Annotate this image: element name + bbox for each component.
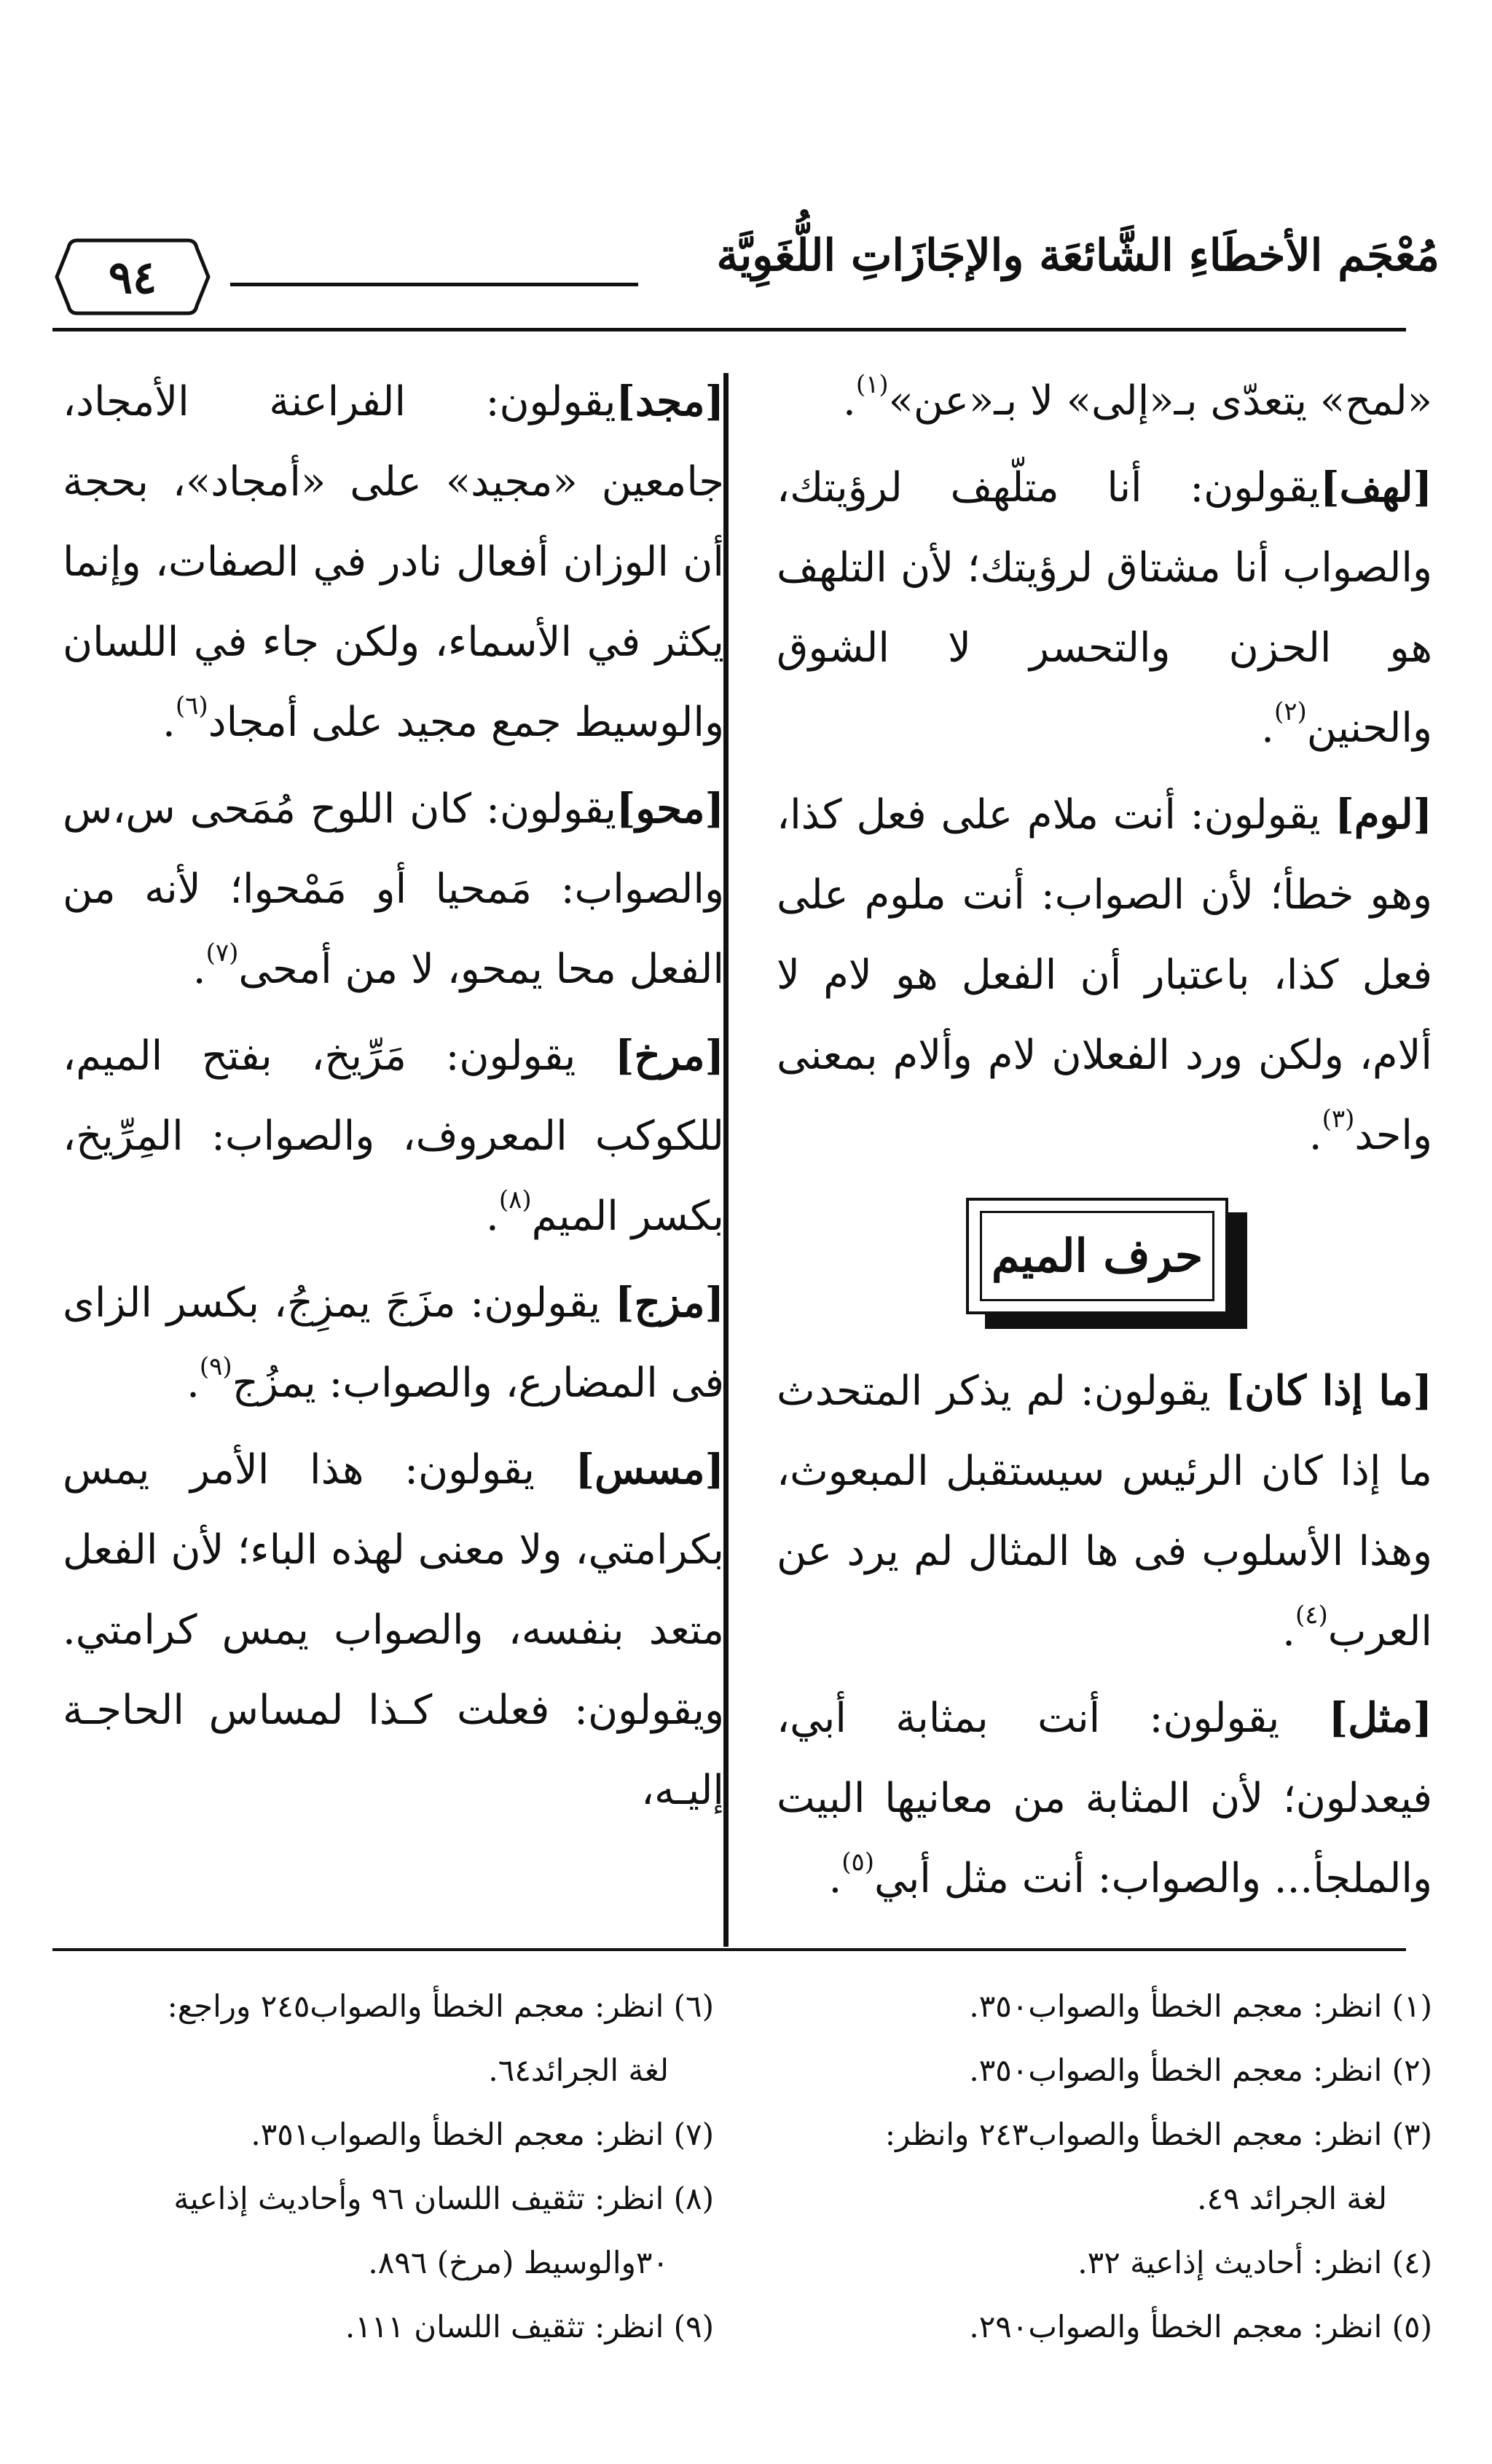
entry xyxy=(777,774,1432,1176)
footnote-ref[interactable]: (٢) xyxy=(1273,697,1307,726)
entry xyxy=(63,1016,724,1257)
entry-headword: [مرخ] xyxy=(614,1032,724,1080)
footnote-ref[interactable]: (٣) xyxy=(1322,1105,1355,1134)
column-divider xyxy=(723,373,729,1947)
footnote-ref[interactable]: (١) xyxy=(855,370,889,399)
footnote-continuation: ٣٠والوسيط (مرخ) ٨٩٦. xyxy=(368,2245,669,2280)
entry-headword: [محو] xyxy=(616,785,724,833)
entry-tail: . xyxy=(186,1359,200,1407)
page-number: ٩٤ xyxy=(108,250,157,304)
entry xyxy=(777,361,1432,442)
footnote-continuation: لغة الجرائد ٤٩. xyxy=(1197,2181,1387,2216)
footnote-ref[interactable]: (٤) xyxy=(1295,1601,1328,1630)
entry-tail: . xyxy=(162,699,176,746)
entry-tail: . xyxy=(1261,705,1274,752)
entry-text: يقولون: أنت بمثابة أبي، فيعدلون؛ لأن المثابة من معانيها البيت والملجأ... والصواب: أنت مثل أبي xyxy=(777,1695,1433,1902)
entry xyxy=(777,1351,1432,1672)
section-heading: حرف الميم xyxy=(980,1211,1214,1301)
footnote-ref[interactable]: (٦) xyxy=(175,691,208,721)
footnote: (٧) انظر: معجم الخطأ والصواب٣٥١. xyxy=(251,2116,714,2152)
footnotes-right xyxy=(791,1974,1432,2359)
footnote-ref[interactable]: (٨) xyxy=(498,1185,532,1215)
entry-headword: [مثل] xyxy=(1328,1694,1432,1742)
footnote: (٤) انظر: أحاديث إذاعية ٣٢. xyxy=(1077,2245,1432,2280)
entry-text: يقولون: مَرِّيخ، بفتح الميم، للكوكب المعروف، والصواب: المِرِّيخ، بكسر الميم xyxy=(63,1032,724,1240)
footnote: (٢) انظر: معجم الخطأ والصواب٣٥٠. xyxy=(969,2052,1432,2088)
running-header-title: مُعْجَم الأخطَاءِ الشَّائعَة والإجَازَاتِ اللُّغَوِيَّة xyxy=(716,230,1440,281)
footnote: (٦) انظر: معجم الخطأ والصواب٢٤٥ وراجع: xyxy=(167,1988,714,2024)
entry-text: يقولون: هذا الأمر يمس بكرامتي، ولا معنى لهذه الباء؛ لأن الفعل متعد بنفسه، والصواب يمس كرامتي. ويقولون: فعلت كـذا لمساس الحاجـة إليـه، xyxy=(63,1446,724,1814)
footnote: (٩) انظر: تثقيف اللسان ١١١. xyxy=(345,2309,714,2345)
footnote-rule xyxy=(52,1948,1406,1951)
entry-headword: [مجد] xyxy=(616,377,724,425)
section-heading-frame xyxy=(966,1198,1228,1314)
entry-text: «لمح» يتعدّى بـ«إلى» لا بـ«عن» xyxy=(888,377,1432,425)
header-title-rule xyxy=(230,283,638,286)
entry xyxy=(63,1263,724,1424)
footnote: (٨) انظر: تثقيف اللسان ٩٦ وأحاديث إذاعية xyxy=(173,2181,714,2216)
entry-text: يقولون: مزَجَ يمزِجُ، بكسر الزاى فى المضارع، والصواب: يمزُج xyxy=(63,1279,724,1407)
section-heading-wrap xyxy=(777,1198,1432,1326)
entry xyxy=(63,361,724,763)
right-column xyxy=(777,361,1432,1928)
entry-text: يقولون: الفراعنة الأمجاد، جامعين «مجيد» على «أمجاد»، بحجة أن الوزان أفعال نادر في الصفات، وإنما يكثر في الأسماء، ولكن جاء في اللسان والوسيط جمع مجيد على أمجاد xyxy=(63,378,724,746)
entry-text: يقولون: أنت ملام على فعل كذا، وهو خطأ؛ لأن الصواب: أنت ملوم على فعل كذا، باعتبار أن الفعل هو لام لا ألام، ولكن ورد الفعلان لام وألام بمعنى واحد xyxy=(777,791,1432,1159)
entry-headword: [مسس] xyxy=(575,1445,724,1494)
entry-text: يقولون: لم يذكر المتحدث ما إذا كان الرئيس سيستقبل المبعوث، وهذا الأسلوب فى ها المثال لم يرد عن العرب xyxy=(777,1368,1432,1655)
entry-tail: . xyxy=(192,946,206,993)
footnote-continuation: لغة الجرائد٦٤. xyxy=(488,2052,669,2088)
footnote-ref[interactable]: (٩) xyxy=(199,1352,232,1381)
entry-tail: . xyxy=(843,377,856,425)
left-column xyxy=(63,361,724,1928)
entry xyxy=(63,1429,724,1831)
entry-headword: [لهف] xyxy=(1320,463,1432,511)
entry-headword: [لوم] xyxy=(1335,790,1432,839)
footnote: (١) انظر: معجم الخطأ والصواب٣٥٠. xyxy=(969,1988,1432,2024)
entry-tail: . xyxy=(828,1855,842,1902)
entry-tail: . xyxy=(486,1193,499,1240)
footnote: (٥) انظر: معجم الخطأ والصواب٢٩٠. xyxy=(969,2309,1432,2345)
entry-text: يقولون: أنا متلّهف لرؤيتك، والصواب أنا مشتاق لرؤيتك؛ لأن التلهف هو الحزن والتحسر لا الشوق والحنين xyxy=(777,464,1432,752)
entry-tail: . xyxy=(1308,1112,1322,1159)
section-heading-box xyxy=(966,1198,1243,1326)
page-number-badge xyxy=(52,235,213,319)
footnote-ref[interactable]: (٥) xyxy=(841,1848,875,1877)
entry xyxy=(777,447,1432,769)
entry xyxy=(777,1678,1432,1919)
footnotes-left xyxy=(44,1974,714,2359)
footnote-ref[interactable]: (٧) xyxy=(205,938,239,968)
header-rule xyxy=(52,328,1406,331)
footnote: (٣) انظر: معجم الخطأ والصواب٢٤٣ وانظر: xyxy=(884,2116,1432,2152)
entry xyxy=(63,769,724,1010)
entry-headword: [مزج] xyxy=(614,1279,724,1327)
entry-tail: . xyxy=(1282,1608,1295,1655)
entry-headword: [ما إذا كان] xyxy=(1225,1367,1432,1415)
entry-text: يقولون: كان اللوح مُمَحى س،س والصواب: مَمحيا أو مَمْحوا؛ لأنه من الفعل محا يمحو، لا من أمحى xyxy=(63,785,724,993)
